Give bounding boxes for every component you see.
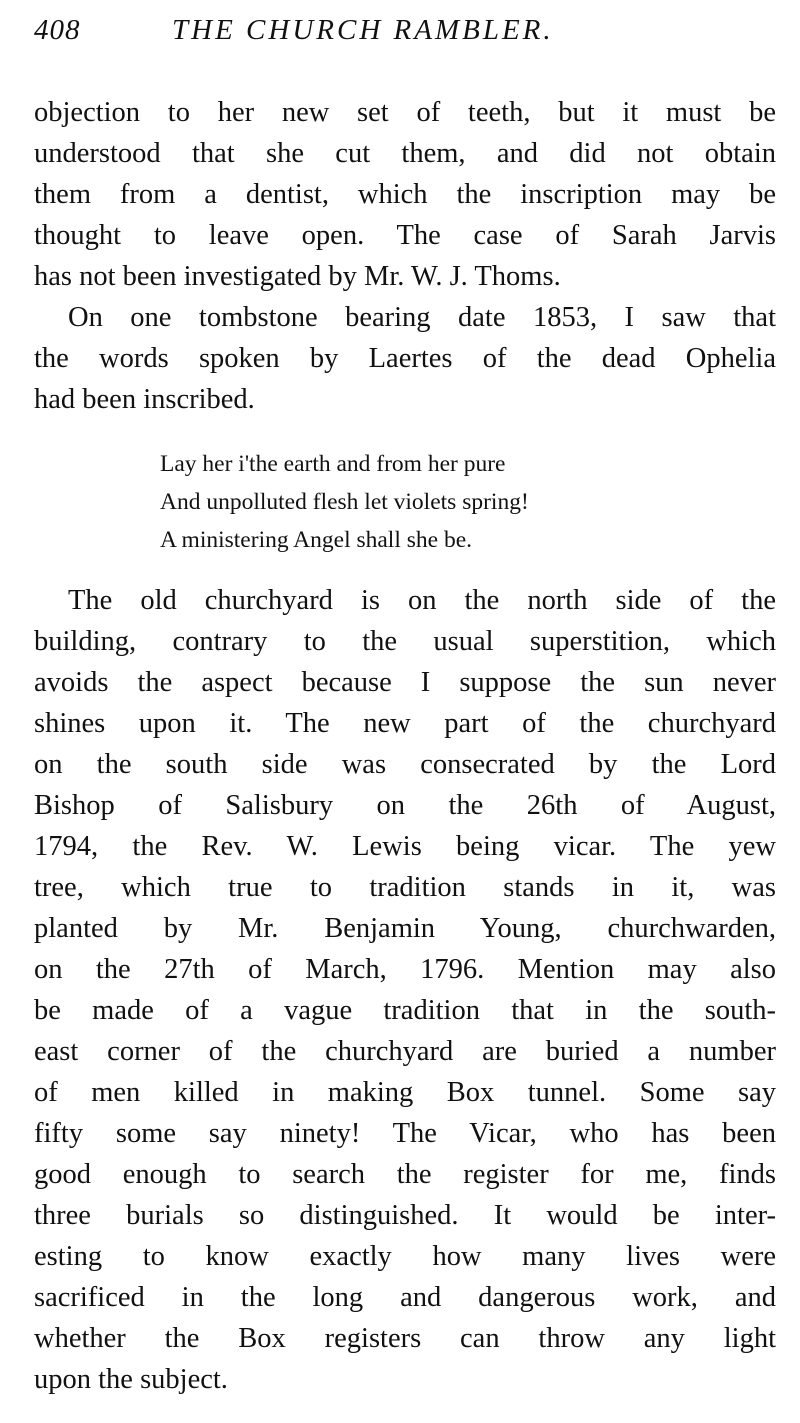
text-line: understood that she cut them, and did not obtain — [34, 138, 776, 169]
paragraph-churchyard — [34, 580, 776, 1400]
paragraph-continuation — [34, 92, 776, 297]
text-line: them from a dentist, which the inscription may be — [34, 179, 776, 210]
text-line: avoids the aspect because I suppose the sun never — [34, 667, 776, 698]
verse-line: Lay her i'the earth and from her pure — [160, 451, 506, 477]
text-line: esting to know exactly how many lives were — [34, 1241, 776, 1272]
text-line: the words spoken by Laertes of the dead Ophelia — [34, 343, 776, 374]
text-line: On one tombstone bearing date 1853, I saw that — [68, 302, 776, 333]
verse-line: And unpolluted flesh let violets spring! — [160, 489, 529, 515]
text-line: planted by Mr. Benjamin Young, churchwarden, — [34, 913, 776, 944]
text-line: 1794, the Rev. W. Lewis being vicar. The yew — [34, 831, 776, 862]
text-line: shines upon it. The new part of the churchyard — [34, 708, 776, 739]
text-line: three burials so distinguished. It would be inter- — [34, 1200, 776, 1231]
text-line: on the 27th of March, 1796. Mention may also — [34, 954, 776, 985]
text-line: The old churchyard is on the north side of the — [68, 585, 776, 616]
running-title: THE CHURCH RAMBLER. — [172, 14, 554, 46]
text-line: of men killed in making Box tunnel. Some say — [34, 1077, 776, 1108]
paragraph-tombstone — [34, 297, 776, 420]
text-line: upon the subject. — [34, 1364, 228, 1395]
running-head — [34, 14, 774, 54]
text-line: be made of a vague tradition that in the south- — [34, 995, 776, 1026]
text-line: has not been investigated by Mr. W. J. Thoms. — [34, 261, 561, 292]
text-line: had been inscribed. — [34, 384, 255, 415]
text-line: Bishop of Salisbury on the 26th of August, — [34, 790, 776, 821]
verse-quotation — [160, 445, 680, 559]
text-line: tree, which true to tradition stands in it, was — [34, 872, 776, 903]
text-line: good enough to search the register for me, finds — [34, 1159, 776, 1190]
text-line: whether the Box registers can throw any light — [34, 1323, 776, 1354]
text-line: fifty some say ninety! The Vicar, who has been — [34, 1118, 776, 1149]
text-line: building, contrary to the usual superstition, which — [34, 626, 776, 657]
verse-line: A ministering Angel shall she be. — [160, 527, 472, 553]
text-line: sacrificed in the long and dangerous work, and — [34, 1282, 776, 1313]
text-line: thought to leave open. The case of Sarah Jarvis — [34, 220, 776, 251]
page-number: 408 — [34, 14, 81, 46]
text-line: on the south side was consecrated by the Lord — [34, 749, 776, 780]
text-line: east corner of the churchyard are buried a number — [34, 1036, 776, 1067]
text-line: objection to her new set of teeth, but it must be — [34, 97, 776, 128]
